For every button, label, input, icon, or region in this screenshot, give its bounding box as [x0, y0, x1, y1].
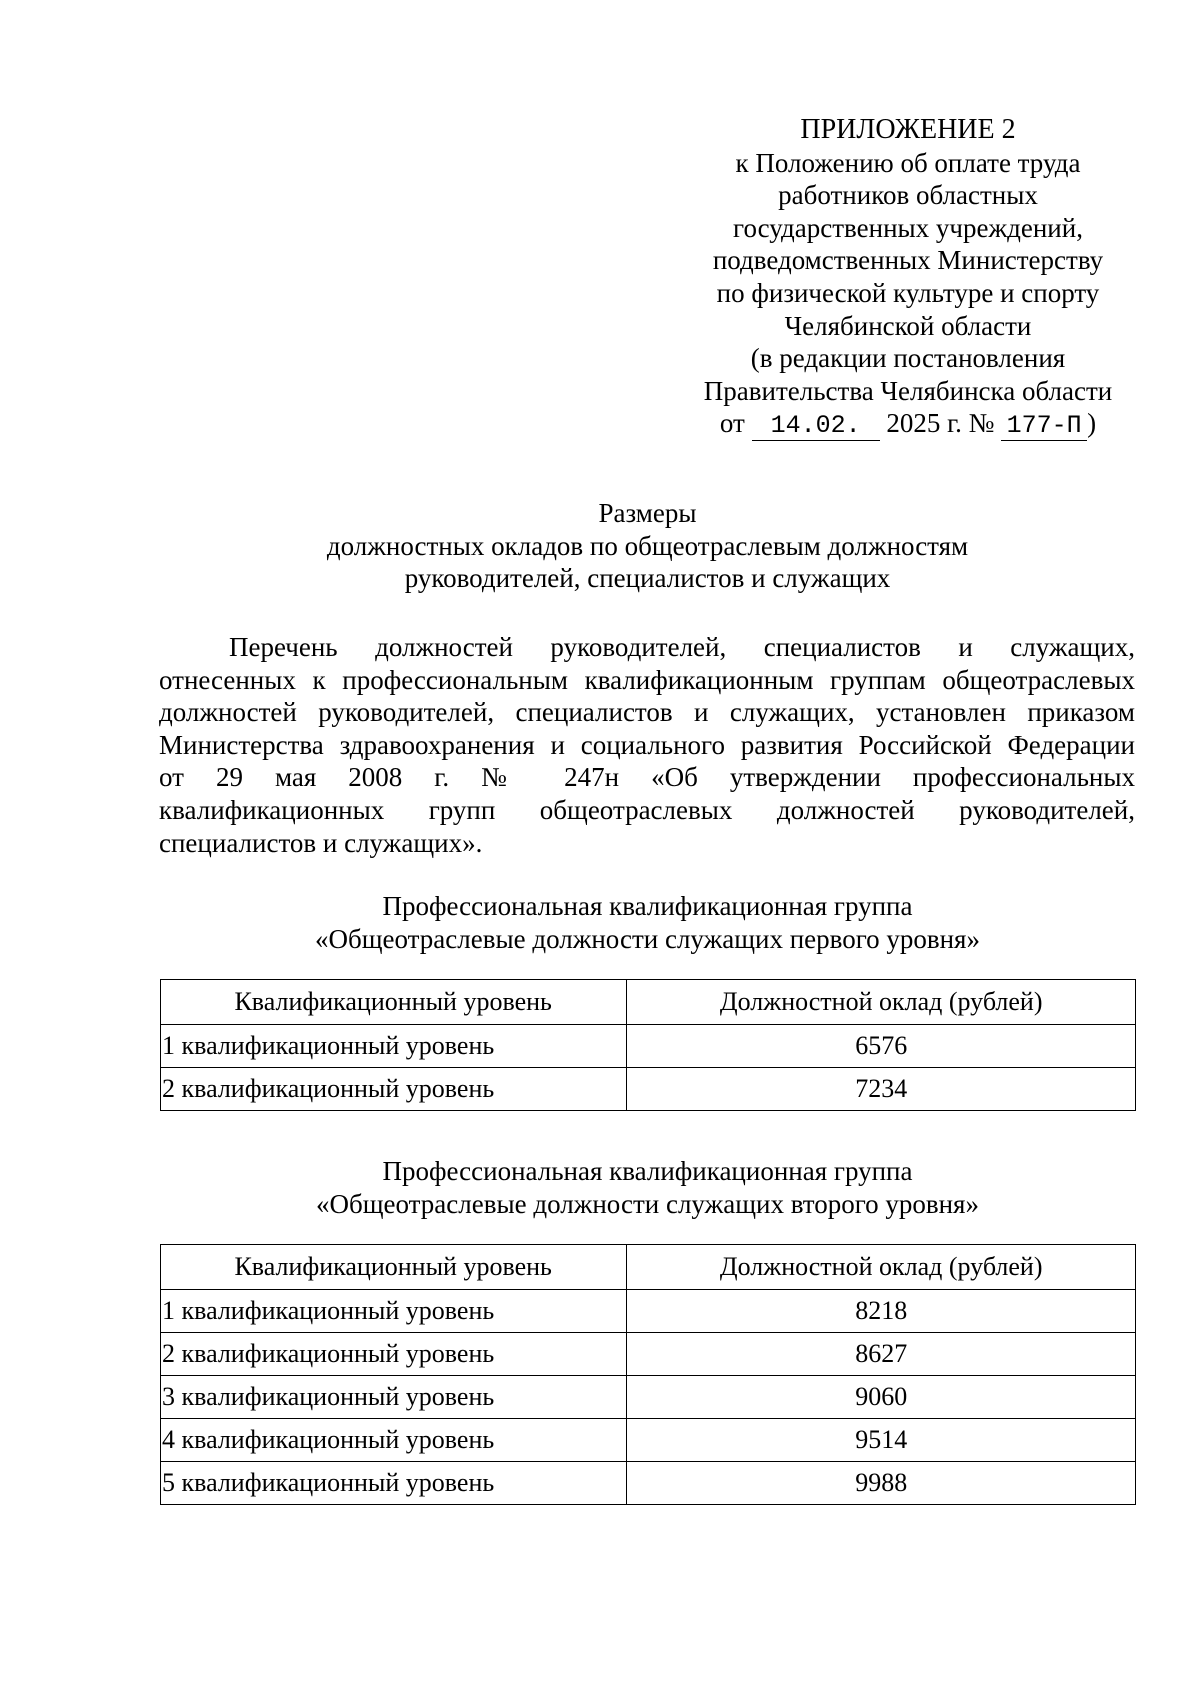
- table-header-row: [161, 1245, 1136, 1290]
- table-row: [161, 1462, 1136, 1505]
- salary-cell: 9988: [627, 1462, 1136, 1505]
- appendix-line: к Положению об оплате труда: [735, 147, 1081, 178]
- appendix-block: [688, 114, 1128, 441]
- appendix-line: государственных учреждений,: [733, 212, 1083, 243]
- salary-cell: 8627: [627, 1333, 1136, 1376]
- intro-line: отнесенных к профессиональным квалификационным группам общеотраслевых: [159, 664, 1135, 695]
- group1-title-line1: Профессиональная квалификационная группа: [382, 891, 913, 921]
- document-heading: [160, 497, 1135, 595]
- year-text: 2025 г. №: [886, 408, 995, 439]
- group1-title: [160, 890, 1135, 956]
- heading-line: Размеры: [598, 498, 697, 528]
- intro-line: специалистов и служащих».: [159, 827, 483, 858]
- level-cell: 2 квалификационный уровень: [161, 1068, 627, 1111]
- salary-cell: 6576: [627, 1025, 1136, 1068]
- resolution-number: 177-П: [1001, 412, 1087, 441]
- appendix-line: Правительства Челябинска области: [703, 375, 1113, 406]
- header-level: Квалификационный уровень: [161, 1245, 627, 1290]
- appendix-line: (в редакции постановления: [750, 343, 1066, 374]
- table-row: [161, 1333, 1136, 1376]
- table-header-row: [161, 980, 1136, 1025]
- table-row: [161, 1376, 1136, 1419]
- header-level: Квалификационный уровень: [161, 980, 627, 1025]
- header-salary: Должностной оклад (рублей): [627, 1245, 1136, 1290]
- date-value: 14.02.: [752, 412, 880, 441]
- group2-title: [160, 1155, 1135, 1221]
- group1-table: [160, 979, 1136, 1111]
- group2-title-line2: «Общеотраслевые должности служащих второго уровня»: [316, 1189, 979, 1219]
- intro-line: должностей руководителей, специалистов и служащих, установлен приказом: [159, 697, 1135, 728]
- closing-bracket: ): [1087, 408, 1097, 439]
- level-cell: 2 квалификационный уровень: [161, 1333, 627, 1376]
- heading-line: руководителей, специалистов и служащих: [404, 563, 891, 594]
- intro-paragraph: [159, 631, 1135, 859]
- group2-title-line1: Профессиональная квалификационная группа: [382, 1156, 913, 1186]
- salary-cell: 9514: [627, 1419, 1136, 1462]
- table-row: [161, 1419, 1136, 1462]
- appendix-line: подведомственных Министерству: [712, 245, 1104, 276]
- appendix-title: ПРИЛОЖЕНИЕ 2: [800, 114, 1016, 145]
- level-cell: 1 квалификационный уровень: [161, 1290, 627, 1333]
- intro-line: квалификационных групп общеотраслевых должностей руководителей,: [159, 794, 1135, 825]
- table-row: [161, 1025, 1136, 1068]
- level-cell: 5 квалификационный уровень: [161, 1462, 627, 1505]
- group2-table: [160, 1244, 1136, 1505]
- group1-title-line2: «Общеотраслевые должности служащих первого уровня»: [315, 924, 980, 954]
- appendix-line: по физической культуре и спорту: [716, 277, 1100, 308]
- intro-line: от 29 мая 2008 г. № 247н «Об утверждении профессиональных: [159, 762, 1135, 793]
- heading-line: должностных окладов по общеотраслевым должностям: [326, 530, 969, 561]
- level-cell: 4 квалификационный уровень: [161, 1419, 627, 1462]
- table-row: [161, 1068, 1136, 1111]
- date-prefix: от: [719, 408, 745, 439]
- level-cell: 3 квалификационный уровень: [161, 1376, 627, 1419]
- intro-line: Перечень должностей руководителей, специалистов и служащих,: [229, 632, 1135, 662]
- appendix-date-line: [688, 407, 1128, 441]
- salary-cell: 9060: [627, 1376, 1136, 1419]
- salary-cell: 8218: [627, 1290, 1136, 1333]
- salary-cell: 7234: [627, 1068, 1136, 1111]
- appendix-line: работников областных: [778, 180, 1038, 211]
- level-cell: 1 квалификационный уровень: [161, 1025, 627, 1068]
- table-row: [161, 1290, 1136, 1333]
- intro-line: Министерства здравоохранения и социального развития Российской Федерации: [159, 729, 1135, 760]
- header-salary: Должностной оклад (рублей): [627, 980, 1136, 1025]
- appendix-line: Челябинской области: [784, 310, 1032, 341]
